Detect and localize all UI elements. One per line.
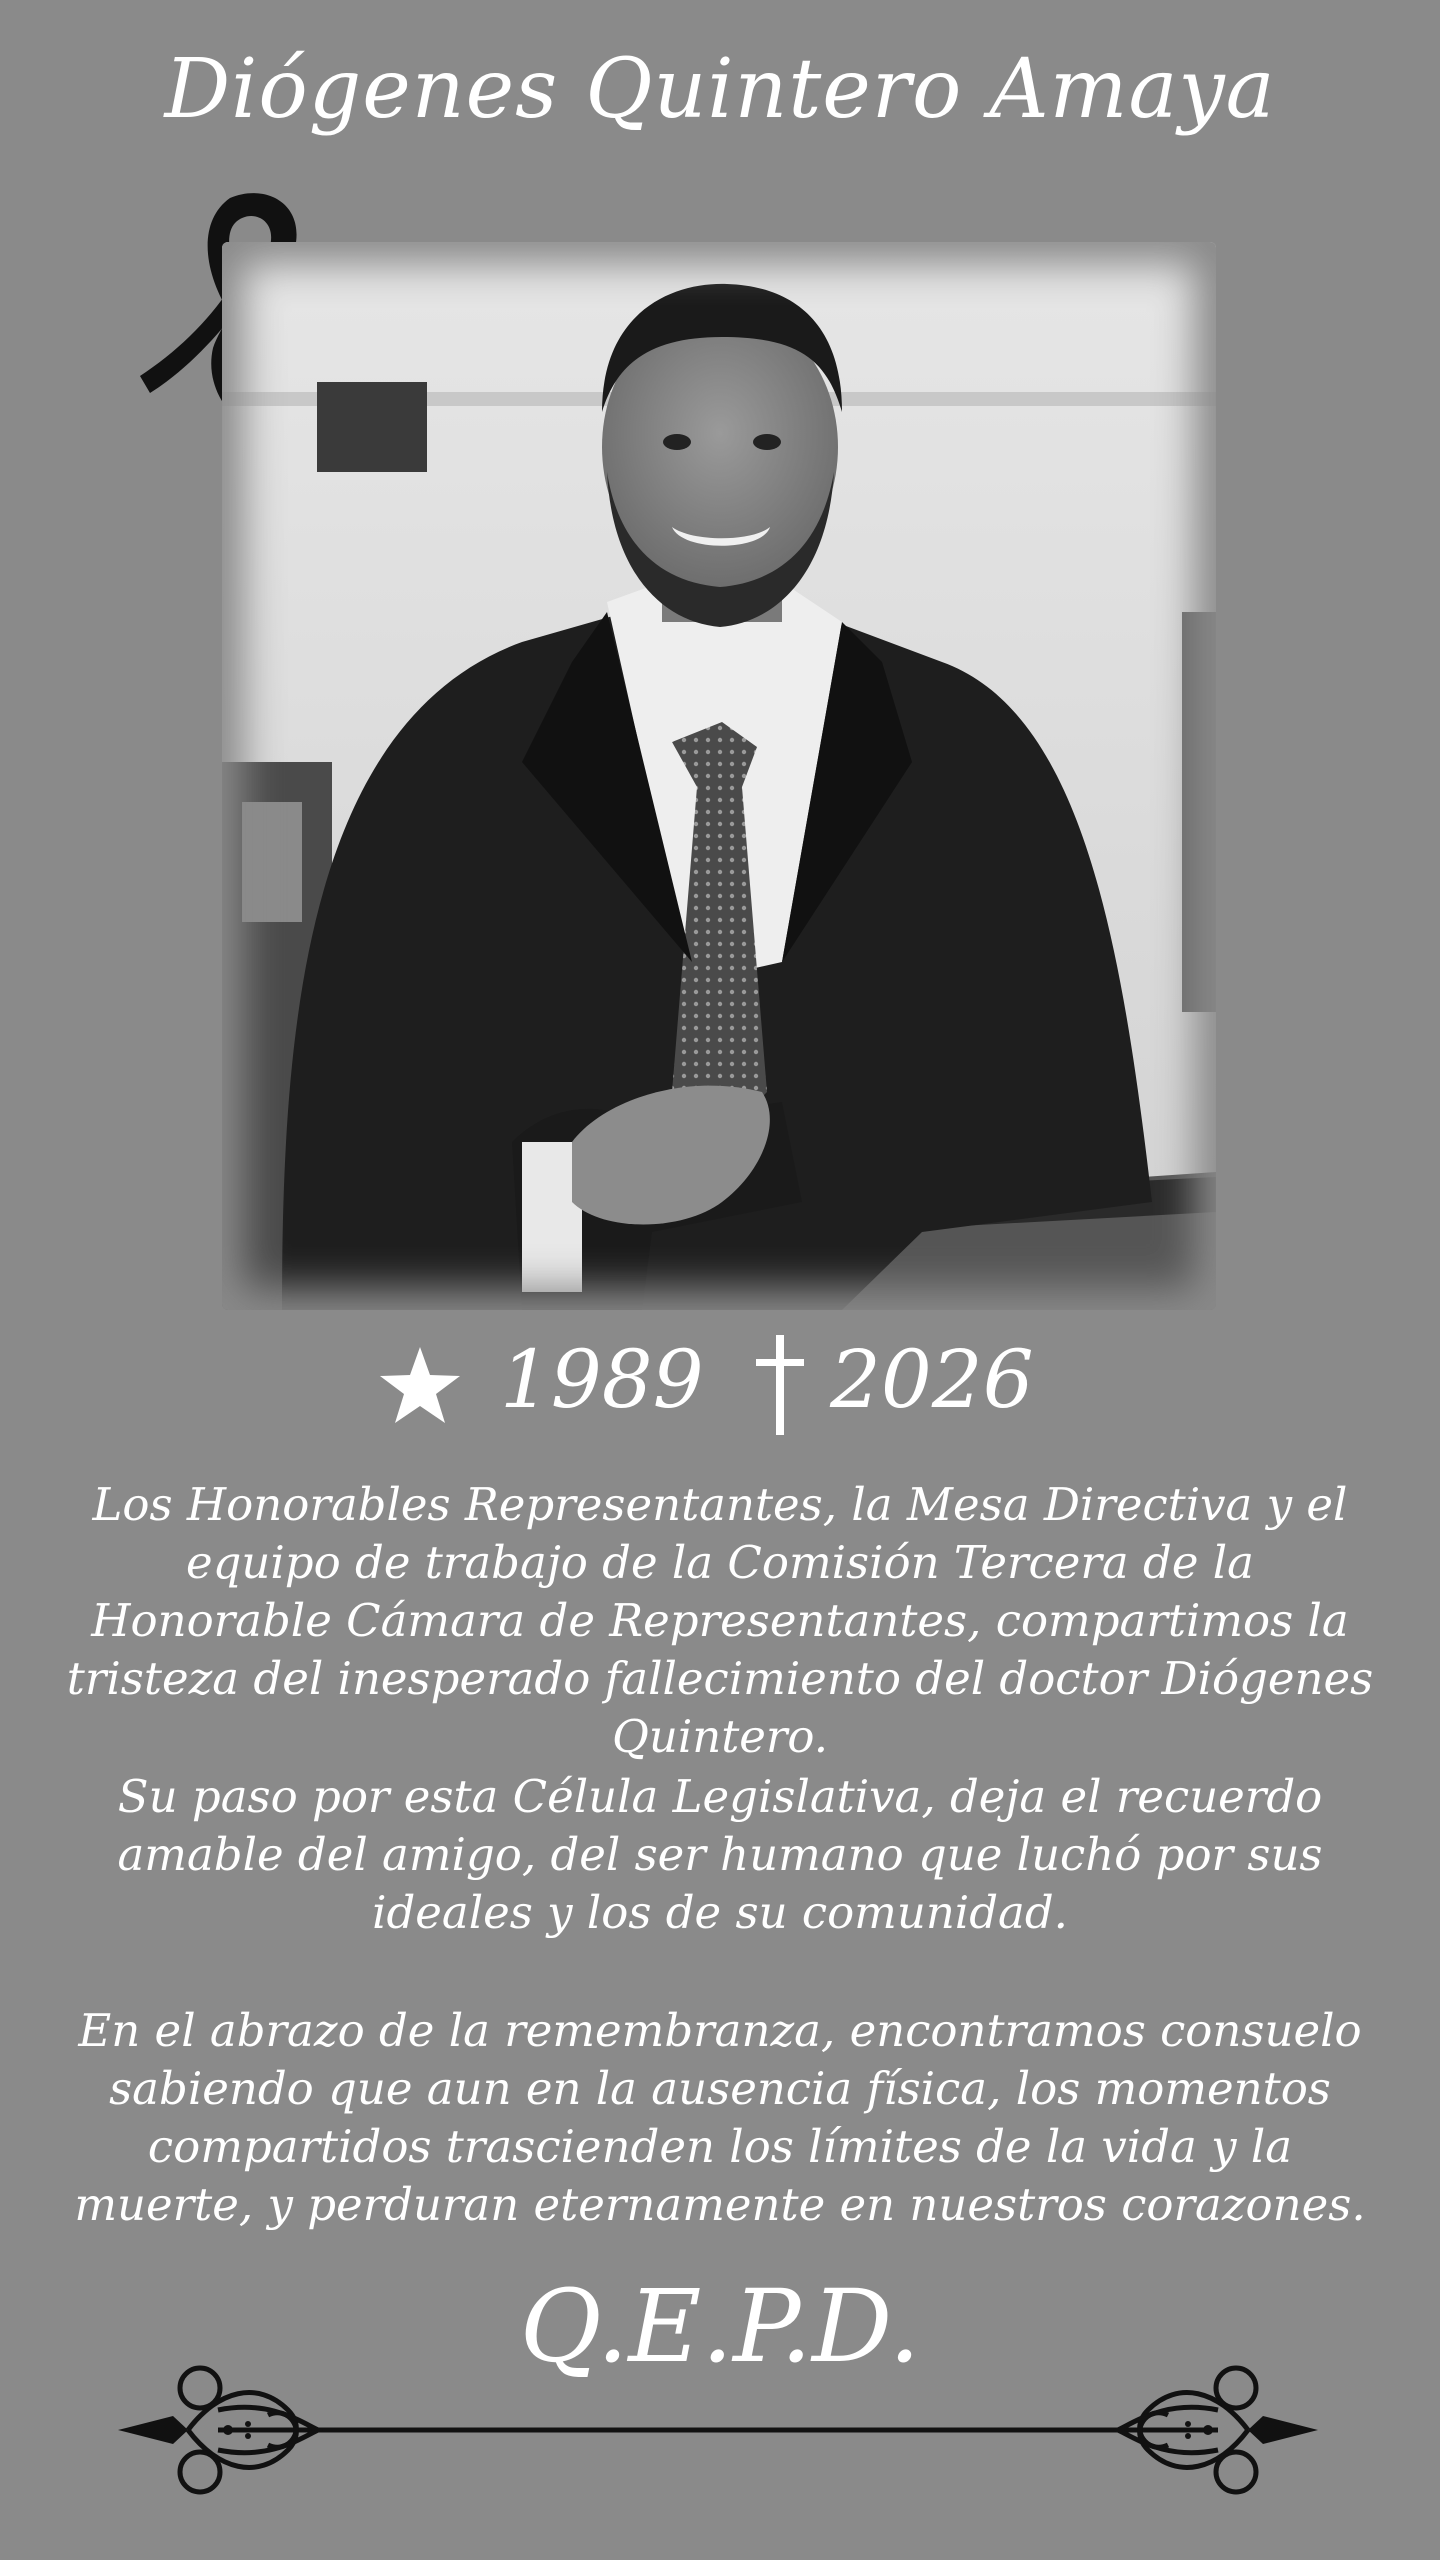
consolation-paragraph: En el abrazo de la remembranza, encontramos consuelo sabiendo que aun en la ausencia física, los momentos compartidos trascienden los límites de la vida y la muerte, y perduran eternamente en nuestros corazones. (74, 2004, 1366, 2231)
death-year: 2026 (830, 1333, 1034, 1426)
birth-year: 1989 (500, 1333, 704, 1426)
rest-in-peace-text: Q.E.P.D. (519, 2268, 921, 2385)
condolence-paragraph: Los Honorables Representantes, la Mesa Directiva y el equipo de trabajo de la Comisión Tercera de la Honorable Cámara de Representantes, compartimos la tristeza del inesperado fallecimiento del doctor Diógenes Quintero. (66, 1478, 1374, 1763)
memorial-photo (222, 242, 1216, 1310)
star-icon (378, 1345, 462, 1425)
remembrance-paragraph: Su paso por esta Célula Legislativa, deja el recuerdo amable del amigo, del ser humano que luchó por sus ideales y los de su comunidad. (117, 1770, 1323, 1939)
life-dates (0, 1325, 1440, 1435)
page-title: Diógenes Quintero Amaya (164, 42, 1276, 137)
cross-icon (752, 1335, 808, 1435)
ornamental-divider (118, 2350, 1318, 2510)
